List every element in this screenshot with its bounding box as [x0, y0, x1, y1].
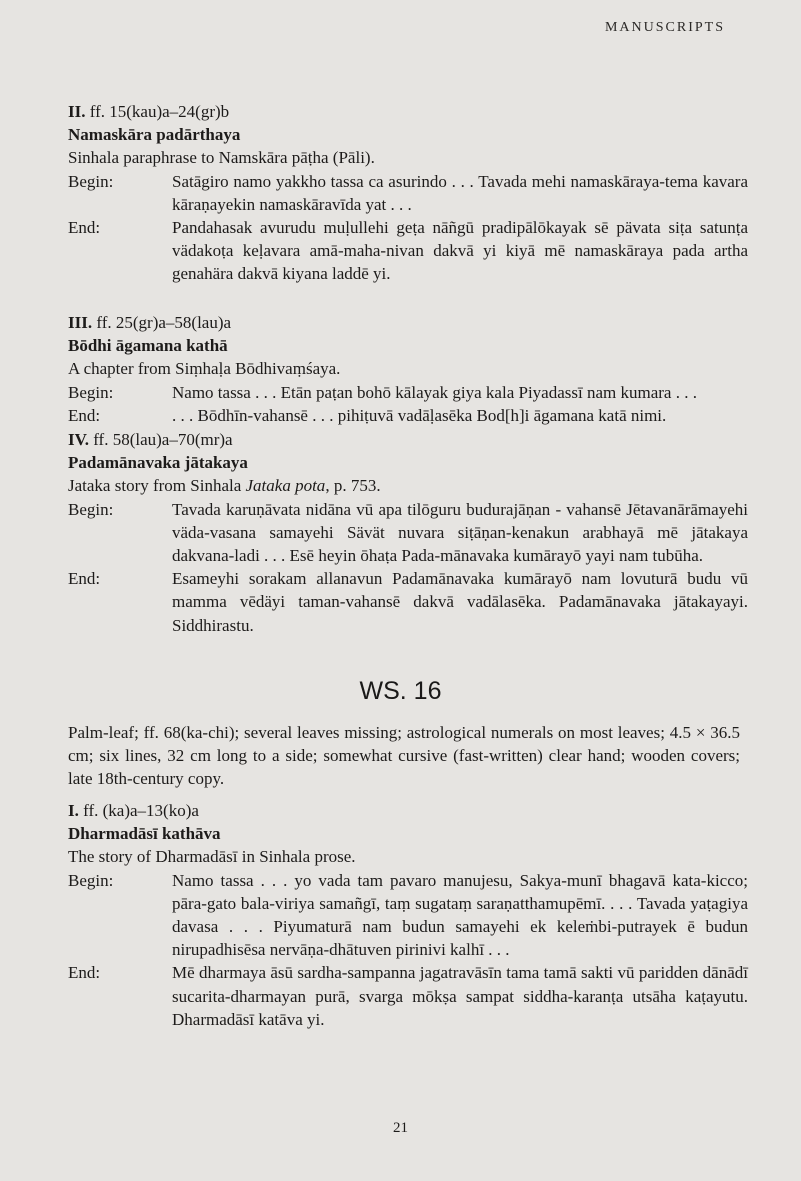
begin-row	[68, 869, 748, 962]
begin-text: Namo tassa . . . yo vada tam pavaro manujesu, Sakya-munī bhagavā kata-kicco; pāra-gato bala-viriya samañgī, taṃ sugataṃ saraṇatthamupēmī. . . . Tavada yaṭagiya davasa . . . Piyumaturā nam budun samayehi ek keleṁbi-putrayek ē budun nirupadhisēsa nervāṇa-dhātuven pirinivi kalhī . . .	[172, 870, 748, 960]
manuscript-description: Palm-leaf; ff. 68(ka-chi); several leaves missing; astrological numerals on most leaves; 4.5 × 36.5 cm; six lines, 32 cm long to a side; somewhat cursive (fast-written) clear hand; wooden covers; late 18th-century copy.	[68, 723, 740, 789]
work-title: Padamānavaka jātakaya	[68, 453, 248, 473]
work-title: Dharmadāsī kathāva	[68, 824, 221, 844]
end-row	[68, 216, 748, 286]
work-description: The story of Dharmadāsī in Sinhala prose.	[68, 847, 356, 867]
section-folios: ff. 15(kau)a–24(gr)b	[89, 102, 230, 121]
description-text: , p. 753.	[325, 476, 381, 496]
section-heading	[68, 799, 748, 822]
begin-label: Begin:	[68, 382, 114, 402]
work-description: A chapter from Siṃhaḷa Bōdhivaṃśaya.	[68, 359, 341, 379]
end-row	[68, 567, 748, 637]
end-text: Pandahasak avurudu muḷullehi geṭa nāñgū pradipālōkayak sē pävata siṭa satunṭa vädakoṭa keḷavara amā-maha-nivan dakvā yi kiyā mē namaskāraya pada artha genahära dakvā kiyana laddē yi.	[172, 218, 748, 284]
section-heading	[68, 428, 748, 451]
begin-text: Tavada karuṇāvata nidāna vū apa tilōguru budurajāṇan - vahansē Jētavanārāmayehi väda-vasana samayehi Sävät nuvara siṭāṇan-kenakun arabhayā mē jātakaya dakvana-ladi . . . Esē heyin ōhaṭa Pada-mānavaka kumārayō yayi nam tubūha.	[172, 499, 748, 566]
section-number: II.	[68, 102, 86, 121]
running-head: MANUSCRIPTS	[604, 20, 725, 35]
end-label: End:	[68, 963, 101, 983]
end-label: End:	[68, 569, 101, 589]
section-number: I.	[68, 801, 79, 820]
section-number: III.	[68, 313, 93, 332]
entry-section-iii	[68, 311, 748, 427]
section-heading	[68, 100, 748, 123]
entry-section-iv	[68, 428, 748, 637]
end-text: Esameyhi sorakam allanavun Padamānavaka kumārayō nam lovuturā budu vū mamma vēdäyi taman-vahansē dakvā vadālasēka. Padamānavaka jātakayayi. Siddhirastu.	[172, 569, 748, 635]
begin-row	[68, 170, 748, 216]
work-title: Namaskāra padārthaya	[68, 125, 241, 145]
end-label: End:	[68, 218, 101, 238]
begin-text: Satāgiro namo yakkho tassa ca asurindo . . . Tavada mehi namaskāraya-tema kavara kāraṇayekin namaskāravīda yat . . .	[172, 171, 748, 214]
section-heading	[68, 311, 748, 334]
end-row	[68, 961, 748, 1031]
section-folios: ff. 25(gr)a–58(lau)a	[96, 313, 232, 332]
begin-label: Begin:	[68, 870, 114, 890]
section-folios: ff. (ka)a–13(ko)a	[83, 801, 199, 820]
description-text: Jataka story from Sinhala	[68, 476, 246, 496]
work-description: Sinhala paraphrase to Namskāra pāṭha (Pāli).	[68, 148, 375, 168]
entry-ws16-section-i	[68, 799, 748, 1031]
end-label: End:	[68, 405, 101, 425]
begin-row	[68, 381, 748, 404]
work-title: Bōdhi āgamana kathā	[68, 336, 228, 356]
section-folios: ff. 58(lau)a–70(mr)a	[93, 430, 233, 449]
begin-label: Begin:	[68, 171, 114, 191]
end-text: Mē dharmaya āsū sardha-sampanna jagatravāsīn tama tamā sakti vū paridden dānādī sucarita-dharmayan purā, svarga mōkṣa sampat siddha-karanṭa utsāha kaṭayutu. Dharmadāsī katāva yi.	[172, 963, 748, 1029]
begin-label: Begin:	[68, 499, 114, 519]
book-title: Jataka pota	[245, 476, 326, 496]
section-number: IV.	[68, 430, 89, 449]
manuscript-heading: WS. 16	[359, 677, 442, 705]
end-row	[68, 404, 748, 427]
end-text: . . . Bōdhīn-vahansē . . . pihiṭuvā vadāḷasēka Bod[h]i āgamana katā nimi.	[172, 405, 667, 425]
begin-row	[68, 498, 748, 568]
begin-text: Namo tassa . . . Etān paṭan bohō kālayak giya kala Piyadassī nam kumara . . .	[172, 382, 697, 402]
entry-section-ii	[68, 100, 748, 286]
work-description	[68, 474, 748, 497]
page-number: 21	[393, 1120, 408, 1136]
